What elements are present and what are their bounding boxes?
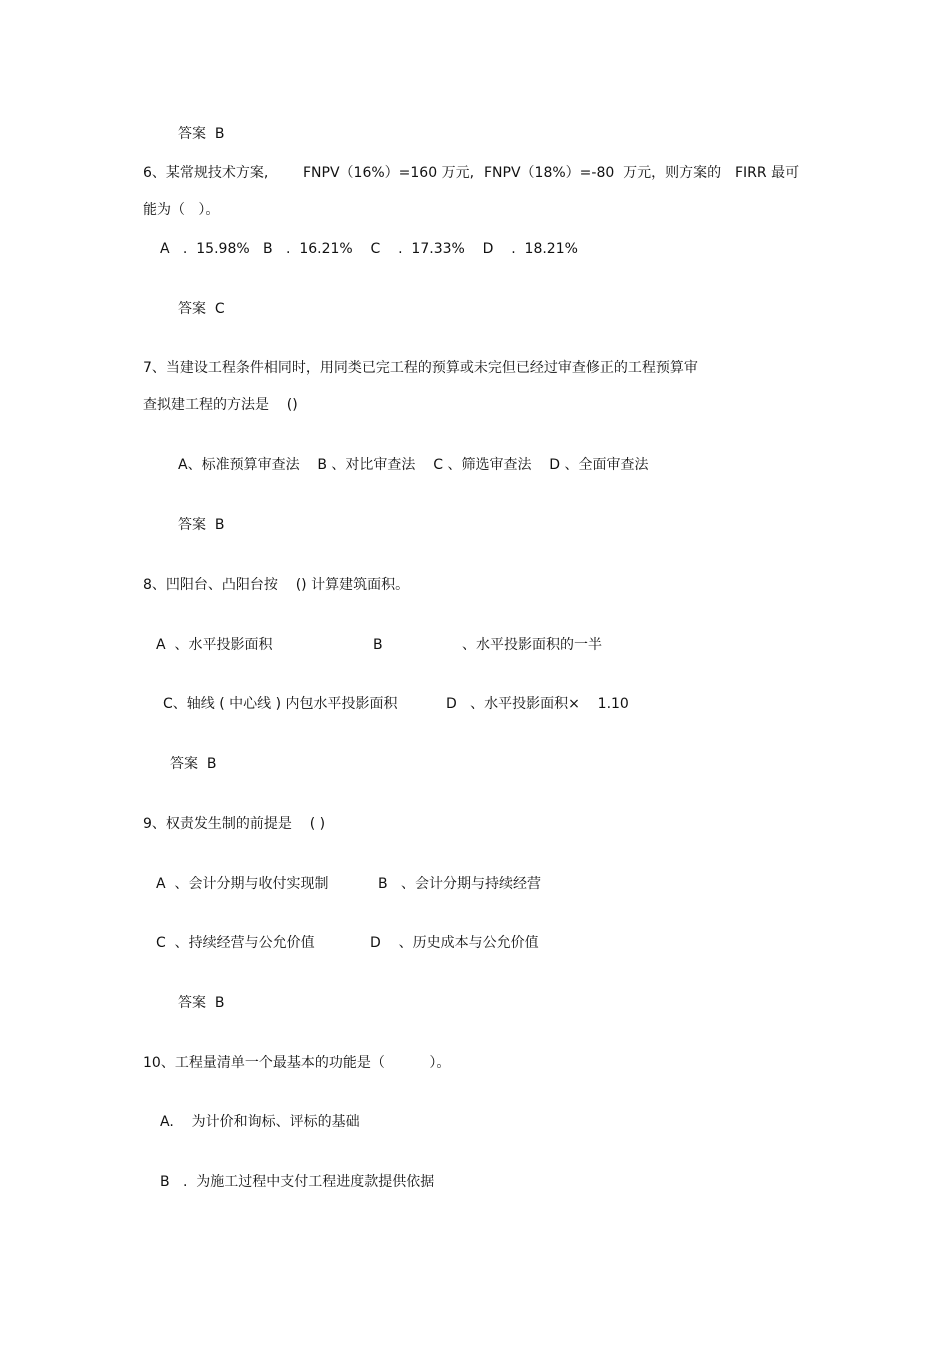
question-9-option-c: C 、持续经营与公允价值 (156, 935, 315, 951)
answer-q8: 答案 B (170, 756, 217, 772)
question-10-option-b: B . 为施工过程中支付工程进度款提供依据 (160, 1174, 435, 1190)
question-9: 9、权责发生制的前提是 ( ) (143, 816, 326, 832)
question-6-fnpv16: FNPV（16%）=160 万元, (303, 165, 475, 181)
question-8-option-b-text: 、水平投影面积的一半 (462, 637, 602, 653)
question-6-options: A . 15.98% B . 16.21% C . 17.33% D . 18.21% (160, 241, 578, 257)
question-9-option-b: B 、会计分期与持续经营 (378, 876, 541, 892)
question-6-text: 6、某常规技术方案, (143, 165, 269, 181)
question-9-option-d: D 、历史成本与公允价值 (370, 935, 539, 951)
answer-q5: 答案 B (178, 126, 225, 142)
question-7-options: A、标准预算审查法 B 、对比审查法 C 、筛选审查法 D 、全面审查法 (178, 457, 649, 473)
question-6-fnpv18: FNPV（18%）=-80 万元，则方案的 (484, 165, 722, 181)
question-8-option-d: D 、水平投影面积× 1.10 (446, 696, 629, 712)
question-8-option-a: A 、水平投影面积 (156, 637, 273, 653)
question-8-option-b-letter: B (373, 637, 383, 653)
question-9-option-a: A 、会计分期与收付实现制 (156, 876, 329, 892)
question-7-line-2: 查拟建工程的方法是 () (143, 397, 298, 413)
question-7-line-1: 7、当建设工程条件相同时，用同类已完工程的预算或未完但已经过审查修正的工程预算审 (143, 360, 698, 376)
question-10: 10、工程量清单一个最基本的功能是（ ）。 (143, 1055, 451, 1071)
answer-q6: 答案 C (178, 301, 225, 317)
question-6-line-1 (143, 164, 843, 182)
question-10-option-a: A. 为计价和询标、评标的基础 (160, 1114, 360, 1130)
answer-q7: 答案 B (178, 517, 225, 533)
question-8-option-c: C、轴线 ( 中心线 ) 内包水平投影面积 (163, 696, 398, 712)
question-8: 8、凹阳台、凸阳台按 () 计算建筑面积。 (143, 577, 410, 593)
question-6-firr: FIRR 最可 (735, 165, 800, 181)
question-6-line-2: 能为（ ）。 (143, 202, 220, 218)
answer-q9: 答案 B (178, 995, 225, 1011)
